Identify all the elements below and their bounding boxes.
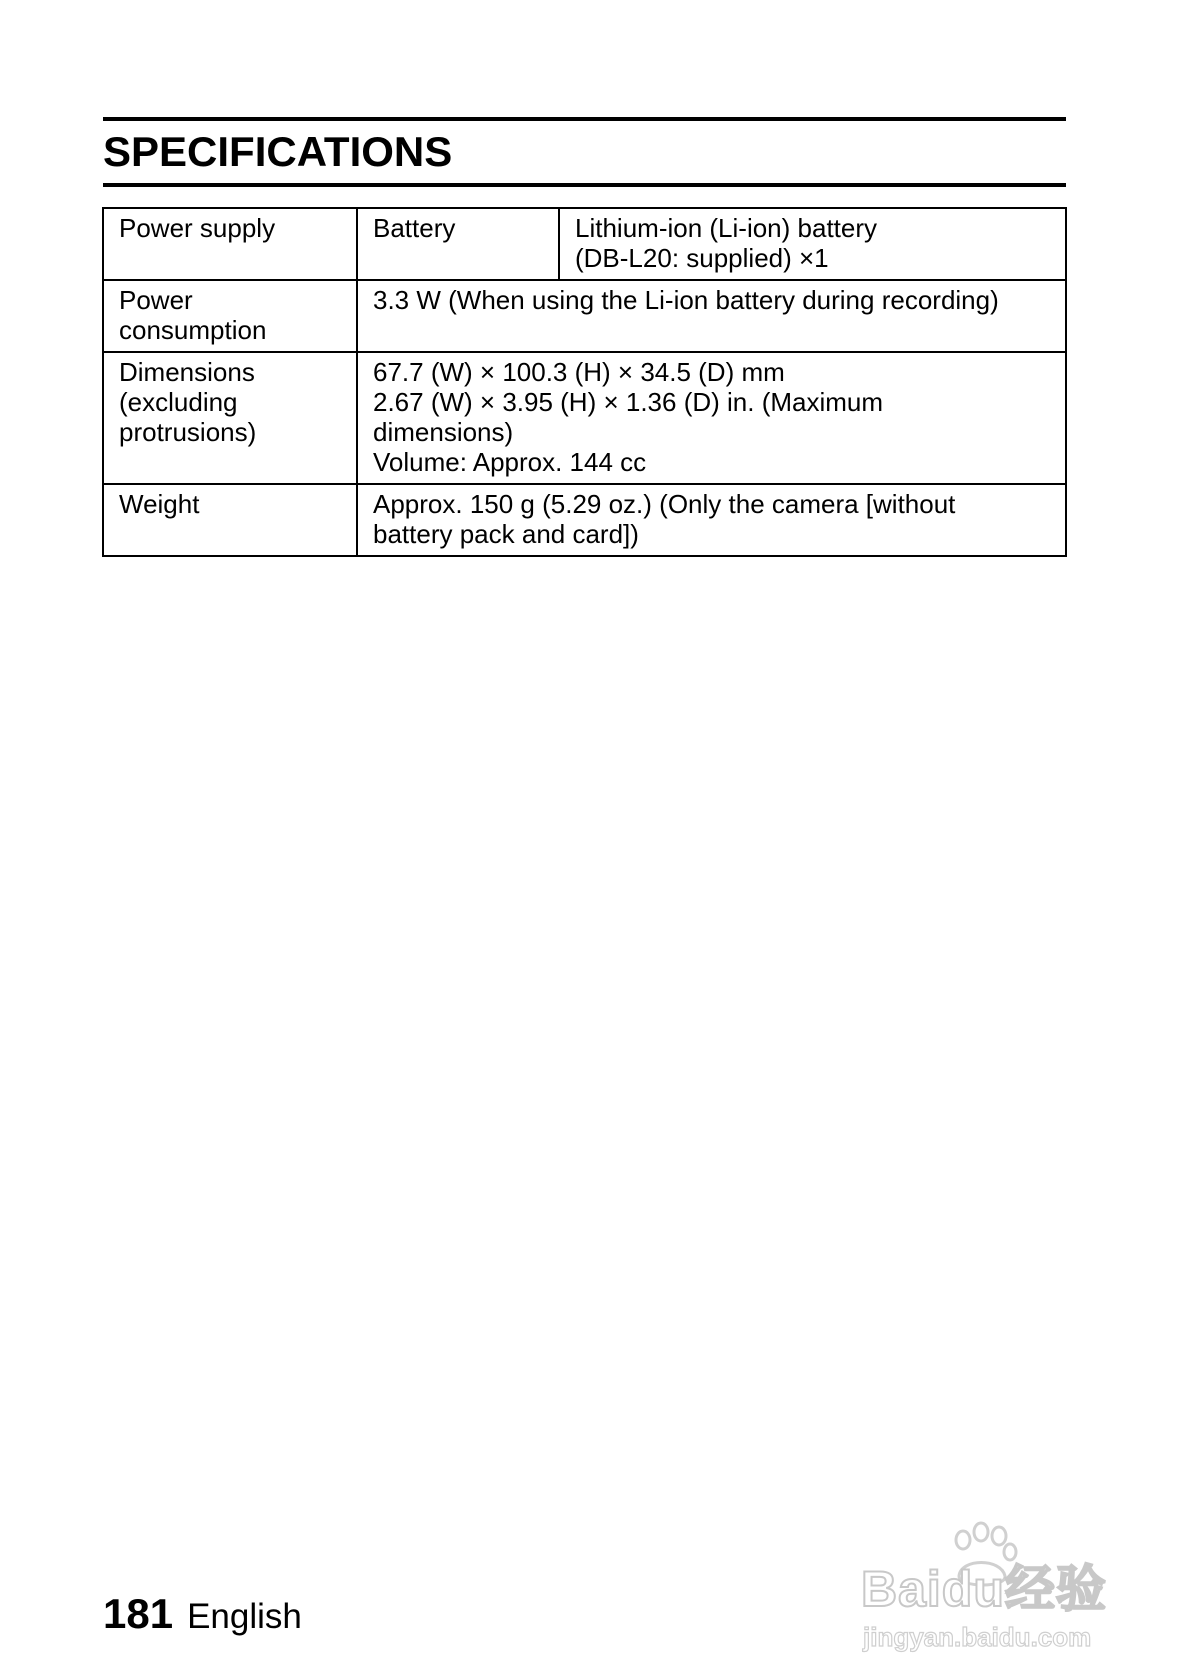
table-row-weight — [103, 484, 1066, 556]
page-title: SPECIFICATIONS — [103, 128, 453, 175]
spec-value-line: Approx. 150 g (5.29 oz.) (Only the camera [without — [373, 489, 956, 519]
spec-value-line: dimensions) — [373, 417, 514, 447]
spec-label-line: (excluding — [119, 387, 238, 417]
watermark-brand: Baidu经验 — [861, 1561, 1107, 1617]
spec-label-line: Power — [119, 285, 193, 315]
spec-value-line: battery pack and card]) — [373, 519, 639, 549]
spec-label-weight: Weight — [103, 484, 357, 556]
page-footer — [103, 1590, 302, 1638]
page-number: 181 — [103, 1590, 174, 1637]
specifications-table — [102, 207, 1067, 557]
spec-value-line: 2.67 (W) × 3.95 (H) × 1.36 (D) in. (Maximum — [373, 387, 884, 417]
spec-label-line: protrusions) — [119, 417, 257, 447]
watermark-url: jingyan.baidu.com — [863, 1622, 1092, 1652]
spec-value-line: 67.7 (W) × 100.3 (H) × 34.5 (D) mm — [373, 357, 785, 387]
table-row-power-supply — [103, 208, 1066, 280]
spec-label-power-supply: Power supply — [103, 208, 357, 280]
spec-value-line: (DB-L20: supplied) ×1 — [575, 243, 829, 273]
title-bottom-rule — [103, 183, 1066, 187]
spec-value-weight — [357, 484, 1066, 556]
page-language: English — [187, 1597, 302, 1636]
spec-label-dimensions — [103, 352, 357, 484]
table-row-dimensions — [103, 352, 1066, 484]
spec-label-line: Dimensions — [119, 357, 255, 387]
baidu-jingyan-watermark — [855, 1518, 1135, 1658]
spec-value-power-supply — [559, 208, 1066, 280]
title-top-rule — [103, 117, 1066, 121]
spec-value-line: Lithium-ion (Li-ion) battery — [575, 213, 878, 243]
spec-value-power-consumption: 3.3 W (When using the Li-ion battery during recording) — [357, 280, 1066, 352]
spec-value-dimensions — [357, 352, 1066, 484]
spec-sublabel-battery: Battery — [357, 208, 559, 280]
table-row-power-consumption — [103, 280, 1066, 352]
spec-label-power-consumption — [103, 280, 357, 352]
spec-label-line: consumption — [119, 315, 267, 345]
spec-value-line: Volume: Approx. 144 cc — [373, 447, 647, 477]
